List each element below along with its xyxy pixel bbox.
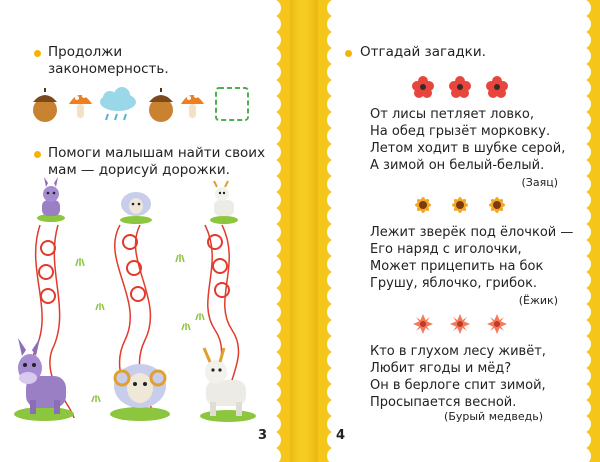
acorn-icon [33, 88, 57, 122]
pink-flower-icon [413, 314, 433, 334]
riddle-2-answer: (Ёжик) [518, 294, 558, 307]
orange-flower-icon [489, 197, 505, 213]
red-flower-icon [449, 76, 471, 98]
pattern-row [30, 86, 260, 126]
bullet [345, 50, 352, 57]
orange-flower-row [410, 192, 510, 218]
task2-instruction: Помоги малышам найти своих мам — дорисуй дорожки. [48, 145, 266, 178]
sheep [110, 364, 170, 421]
red-flower-icon [412, 76, 434, 98]
path-maze [0, 180, 280, 430]
baby-sheep [120, 192, 152, 224]
riddle-3-answer: (Бурый медведь) [444, 410, 543, 423]
acorn-icon [149, 88, 173, 122]
page-number-right: 4 [336, 428, 346, 443]
right-page-scallop-edge [318, 0, 336, 462]
riddle-2: Лежит зверёк под ёлочкой — Его наряд с иголочки, Может прицепить на бок Грушу, яблочко, грибок. [370, 225, 574, 291]
bullet [34, 151, 41, 158]
pink-flower-icon [487, 314, 507, 334]
orange-flower-icon [415, 197, 431, 213]
riddle-1-answer: (Заяц) [521, 176, 558, 189]
riddles-instruction: Отгадай загадки. [360, 44, 486, 60]
trace-circles[interactable] [39, 235, 229, 303]
riddle-1: От лисы петляет ловко, На обед грызёт морковку. Летом ходит в шубке серой, А зимой он белый-белый. [370, 107, 566, 173]
bullet [34, 50, 41, 57]
baby-donkey [37, 177, 65, 222]
riddle-3: Кто в глухом лесу живёт, Любит ягоды и мёд? Он в берлоге спит зимой, Просыпается весной. [370, 344, 546, 410]
pink-flower-row [410, 310, 510, 338]
baby-goat [210, 181, 238, 224]
page-number-left: 3 [258, 428, 268, 443]
right-outer-scallop-edge [582, 0, 600, 462]
task1-instruction: Продолжи закономерность. [48, 44, 169, 77]
mushroom-icon [181, 94, 204, 118]
red-flower-icon [486, 76, 508, 98]
mushroom-icon [69, 94, 92, 118]
red-flower-row [410, 74, 510, 100]
rain-cloud-icon [100, 87, 136, 120]
donkey [14, 338, 74, 421]
book-gutter [288, 0, 318, 462]
goat [200, 348, 256, 422]
orange-flower-icon [452, 197, 468, 213]
empty-answer-box[interactable] [216, 88, 248, 120]
pink-flower-icon [450, 314, 470, 334]
